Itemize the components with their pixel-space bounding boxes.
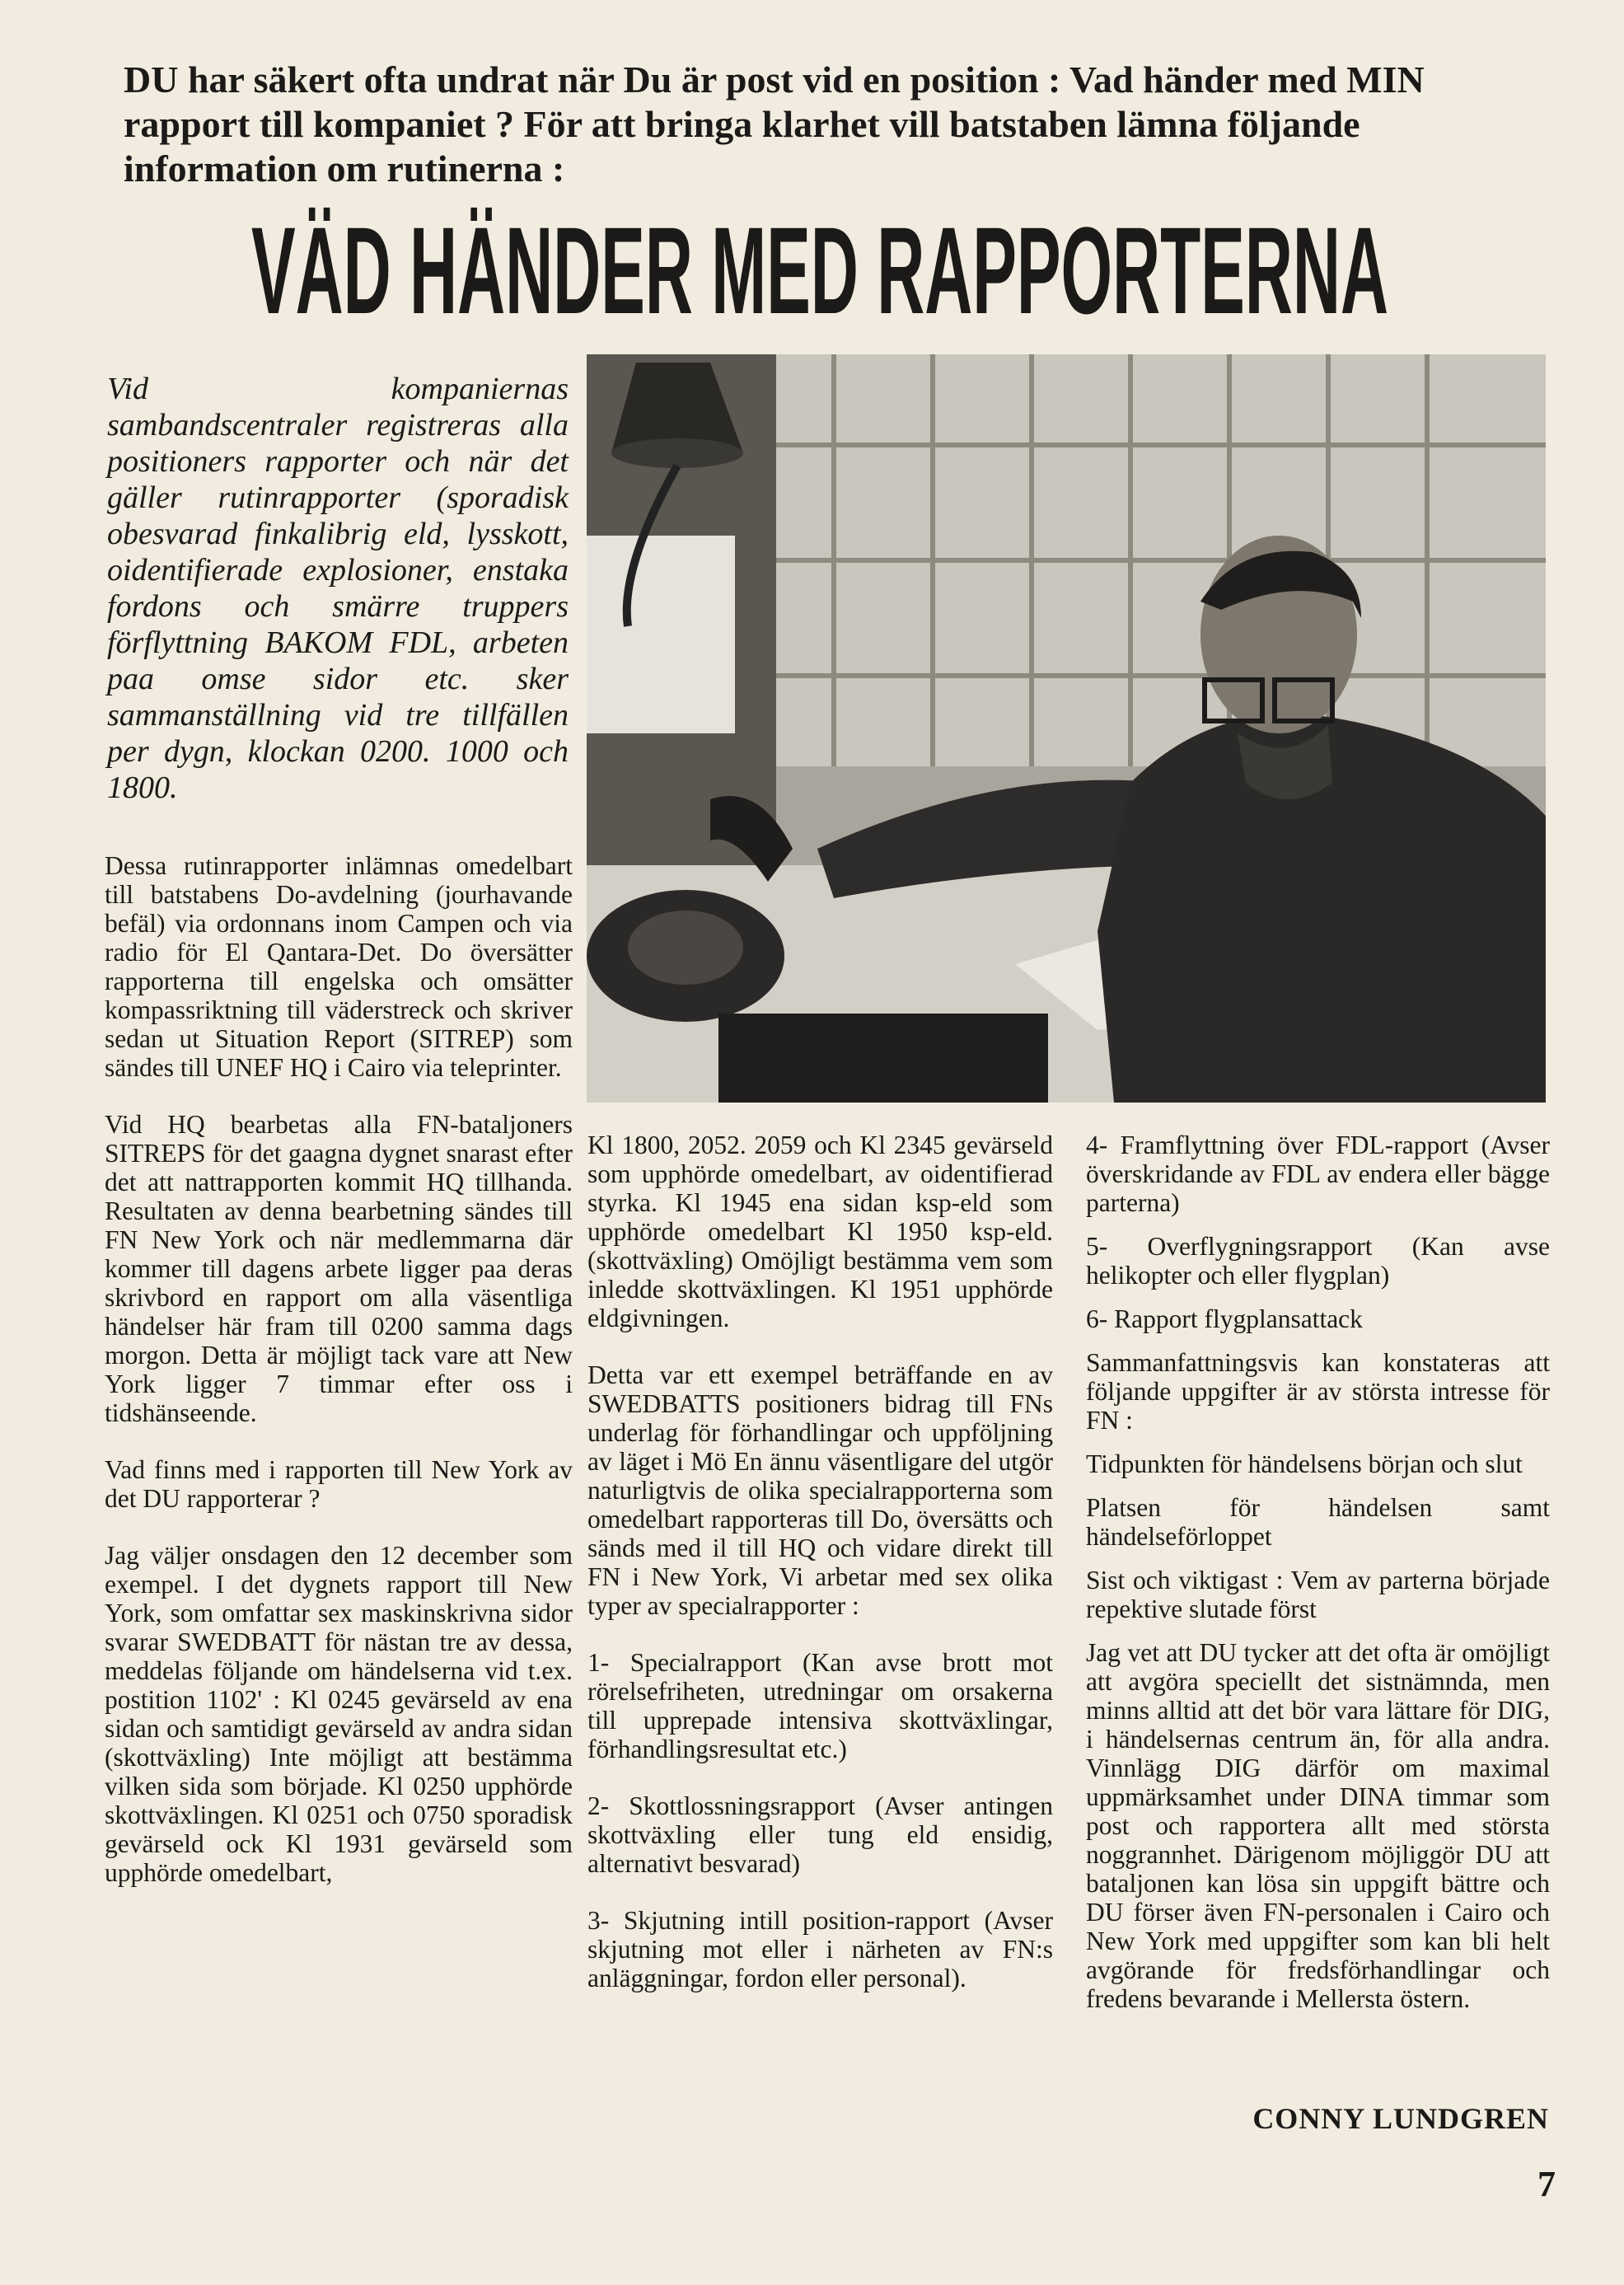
column-3-paragraph: Jag vet att DU tycker att det ofta är omöjligt att avgöra speciellt det sistnämnda, men minns alltid att det bör vara lättare för DIG, i händelsernas centrum än, för alla andra. Vinnlägg DIG därför om maximal uppmärksamhet under DINA timmar som post och rapportera allt med största noggrannhet. Därigenom möjliggör DU att bataljonen kan lösa sin uppgift bättre och DU förser även FN-personalen i Cairo och New York med uppgifter som kan bli helt avgörande för fredsförhandlingar och fredens bevarande i Mellersta östern. — [1086, 1638, 1550, 2013]
intro-paragraph — [124, 58, 1549, 191]
lead-paragraph — [107, 371, 569, 806]
lead-text: Vid kompaniernas sambandscentraler registreras alla positioners rapporter och när det gäller rutinrapporter (sporadisk obesvarad finkalibrig eld, lysskott, oidentifierade explosioner, enstaka fordons och smärre truppers förflyttning BAKOM FDL, arbeten paa omse sidor etc. sker sammanställning vid tre tillfällen per dygn, klockan 0200. 1000 och 1800. — [107, 372, 569, 805]
column-3-paragraph: Tidpunkten för händelsens början och slut — [1086, 1449, 1523, 1478]
column-3-paragraph: 6- Rapport flygplansattack — [1086, 1304, 1363, 1333]
column-2-paragraph: 1- Specialrapport (Kan avse brott mot rörelsefriheten, utredningar om orsakerna till upprepade intensiva skottväxlingar, förhandlingsresultat etc.) — [587, 1648, 1053, 1763]
column-3-paragraph: Sist och viktigast : Vem av parterna började repektive slutade först — [1086, 1566, 1550, 1623]
headline-text: VÄD HÄNDER MED RAPPORTERNA — [251, 201, 1388, 339]
column-1-paragraph: Dessa rutinrapporter inlämnas omedelbart till batstabens Do-avdelning (jourhavande befäl) via ordonnans inom Campen och via radio för El Qantara-Det. Do översätter rapporterna till engelska och omsätter kompassriktning till väderstreck och skriver sedan ut Situation Report (SITREP) som sändes till UNEF HQ i Cairo via teleprinter. — [105, 851, 573, 1082]
column-2 — [587, 1131, 1053, 2020]
column-3-paragraph: 5- Overflygningsrapport (Kan avse helikopter och eller flygplan) — [1086, 1232, 1550, 1290]
column-2-paragraph: Kl 1800, 2052. 2059 och Kl 2345 gevärseld som upphörde omedelbart, av oidentifierad styrka. Kl 1945 ena sidan ksp-eld som upphörde omedelbart Kl 1950 ksp-eld. (skottväxling) Omöjligt bestämma vem som inledde skottväxlingen. Kl 1951 upphörde eldgivningen. — [587, 1131, 1053, 1332]
photo-officer-at-telephone — [587, 354, 1546, 1103]
column-2-paragraph: Detta var ett exempel beträffande en av SWEDBATTS positioners bidrag till FNs underlag för förhandlingar och uppföljning av läget i Mö En ännu väsentligare del utgör naturligtvis de olika specialrapporterna som omedelbart rapporteras till Do, översätts och sänds med il till HQ och vidare direkt till FN i New York, Vi arbetar med sex olika typer av specialrapporter : — [587, 1360, 1053, 1620]
photo-svg — [587, 354, 1546, 1103]
column-3-paragraph: Sammanfattningsvis kan konstateras att följande uppgifter är av största intresse för FN : — [1086, 1348, 1550, 1435]
headline-svg — [247, 190, 1392, 346]
column-3 — [1086, 1131, 1550, 2013]
page-number: 7 — [1537, 2164, 1556, 2204]
column-2-paragraph: 3- Skjutning intill position-rapport (Avser skjutning mot eller i närheten av FN:s anläggningar, fordon eller personal). — [587, 1906, 1053, 1992]
column-3-paragraph: 4- Framflyttning över FDL-rapport (Avser överskridande av FDL av endera eller bägge parterna) — [1086, 1131, 1550, 1217]
column-3-paragraph: Platsen för händelsen samt händelseförloppet — [1086, 1493, 1550, 1551]
headline — [247, 190, 1392, 346]
author-signature: CONNY LUNDGREN — [1252, 2102, 1549, 2135]
column-2-paragraph: 2- Skottlossningsrapport (Avser antingen skottväxling eller tung eld ensidig, alternativt besvarad) — [587, 1791, 1053, 1878]
column-1-paragraph: Vid HQ bearbetas alla FN-bataljoners SITREPS för det gaagna dygnet snarast efter det att nattrapporten kommit HQ tillhanda. Resultaten av denna bearbetning sändes till FN New York och när medlemmarna där kommer till dagens arbete ligger paa deras skrivbord en rapport om alla väsentliga händelser här fram till 0200 samma dags morgon. Detta är möjligt tack vare att New York ligger 7 timmar efter oss i tidshänseende. — [105, 1110, 573, 1427]
intro-text: DU har säkert ofta undrat när Du är post vid en position : Vad händer med MIN rapport till kompaniet ? För att bringa klarhet vill batstaben lämna följande information om rutinerna : — [124, 59, 1425, 190]
column-1-paragraph: Jag väljer onsdagen den 12 december som exempel. I det dygnets rapport till New York, som omfattar sex maskinskrivna sidor svarar SWEDBATT för nästan tre av dessa, meddelas följande om händelserna vid t.ex. postition 1102' : Kl 0245 gevärseld av ena sidan och samtidigt gevärseld av andra sidan (skottväxling) Inte möjligt att bestämma vilken sida som började. Kl 0250 upphörde skottväxlingen. Kl 0251 och 0750 sporadisk gevärseld ock Kl 1931 gevärseld som upphörde omedelbart, — [105, 1541, 573, 1887]
column-1 — [105, 851, 573, 1915]
column-1-paragraph: Vad finns med i rapporten till New York av det DU rapporterar ? — [105, 1455, 573, 1513]
